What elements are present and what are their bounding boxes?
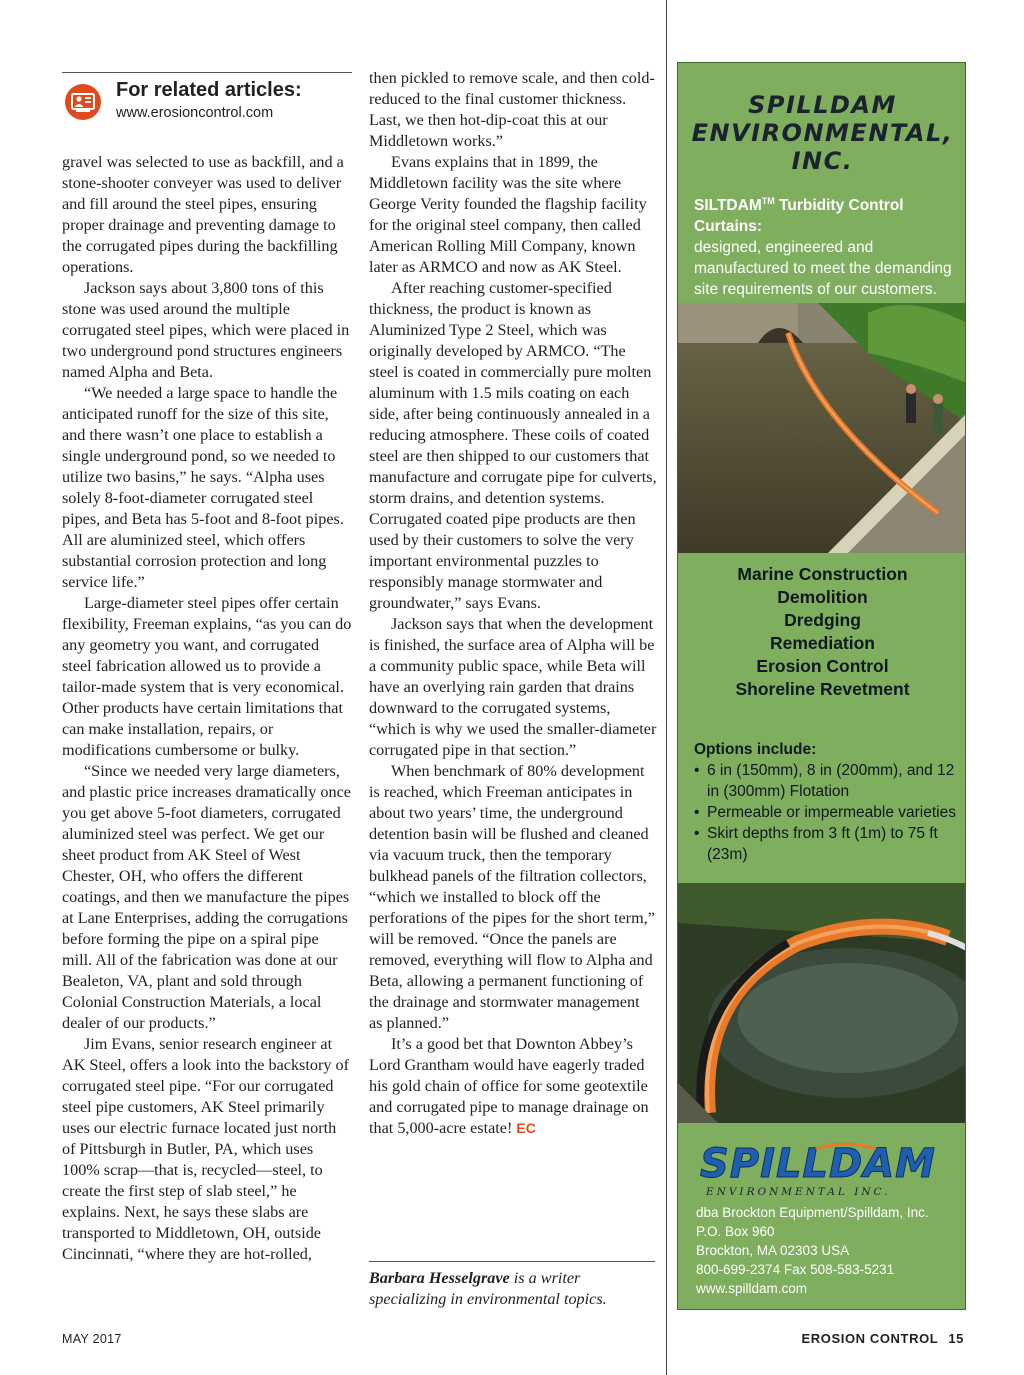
page-gutter-line [666, 0, 667, 1375]
footer-magazine-name: EROSION CONTROL [801, 1331, 939, 1346]
related-articles-box [62, 72, 352, 123]
ad-photo-turbidity-curtain [678, 883, 966, 1123]
ad-brand-line: ENVIRONMENTAL, [691, 119, 954, 147]
paragraph: “We needed a large space to handle the anticipated runoff for the size of this site, and there wasn’t one place to establish a single underground pond, so we needed to utilize two basins,” he says. “Alpha uses solely 8-foot-diameter corrugated steel pipes, and Beta has 5-foot and 8-foot pipes. All are aluminized steel, which offers substantial corrosion protection and long service life.” [62, 384, 344, 591]
ad-website-link[interactable]: www.spilldam.com [696, 1281, 808, 1296]
footer-page-number: 15 [948, 1331, 964, 1346]
spilldam-logo [696, 1141, 951, 1201]
ad-option-item: • Permeable or impermeable varieties [694, 802, 956, 823]
paragraph: Jackson says that when the development is finished, the surface area of Alpha will be a community public space, while Beta will have an overlying rain garden that drains downward to the corrugated systems, “which is why we used the smaller-diameter corrugated pipe in that section.” [369, 615, 657, 759]
paragraph: Large-diameter steel pipes offer certain flexibility, Freeman explains, “as you can do any geometry you want, and corrugated steel fabrication allowed us to provide a tailor-made system that is very economical. Other products have certain limitations that can make installation, repairs, or modifications cumbersome or bulky. [62, 594, 352, 759]
ad-address-line: P.O. Box 960 [696, 1224, 775, 1239]
trademark-mark: TM [761, 196, 775, 206]
ad-siltdam-title-rest: Turbidity Control Curtains: [694, 197, 904, 236]
ad-options-heading: Options include: [694, 741, 817, 758]
ad-address-line: Brockton, MA 02303 USA [696, 1243, 850, 1258]
ad-service-item: Remediation [769, 633, 876, 653]
paragraph: gravel was selected to use as backfill, and a stone-shooter conveyer was used to deliver and fill around the steel pipes, ensuring proper drainage and preventing damage to the corrugated pipes during the backfilling operations. [62, 153, 344, 276]
ad-service-item: Demolition [777, 587, 868, 607]
author-bio [369, 1268, 657, 1310]
ad-siltdam-description [694, 191, 956, 300]
author-bio-text: is a writer specializing in environmental topics. [369, 1269, 607, 1308]
ad-brand-line: INC. [791, 147, 854, 175]
related-articles-icon [64, 83, 106, 121]
paragraph: Jackson says about 3,800 tons of this stone was used around the multiple corrugated steel pipes, which were placed in two underground pond structures engineers named Alpha and Beta. [62, 279, 350, 381]
footer-publication [801, 1331, 964, 1346]
ad-option-item: • 6 in (150mm), 8 in (200mm), and 12 in (300mm) Flotation [694, 760, 956, 802]
spilldam-advertisement [677, 62, 966, 1310]
ad-brand-name [678, 91, 966, 175]
ad-address-line: dba Brockton Equipment/Spilldam, Inc. [696, 1205, 929, 1220]
paragraph: When benchmark of 80% development is reached, which Freeman anticipates in about two years’ time, the underground detention basin will be flushed and cleaned via vacuum truck, then the temporary bulkhead panels of the filtration collectors, “which we installed to block off the perforations of the pipes for the short term,” will be removed. “Once the panels are removed, everything will flow to Alpha and Beta, allowing a permanent functioning of the drainage and stormwater management as planned.” [369, 762, 655, 1032]
paragraph: “Since we needed very large diameters, and plastic price increases dramatically once you get above 5-foot diameters, corrugated aluminized steel was perfect. We get our sheet product from AK Steel of West Chester, OH, who offers the different coatings, and then we manufacture the pipes at Lane Enterprises, adding the corrugations before forming the pipe on a spiral pipe mill. All of the fabrication was done at our Bealeton, VA, plant and sold through Colonial Construction Materials, a local dealer of our products.” [62, 762, 351, 1032]
ad-siltdam-title [694, 197, 904, 235]
end-mark: EC [516, 1120, 536, 1136]
ad-brand-line: SPILLDAM [748, 91, 897, 119]
paragraph: then pickled to remove scale, and then cold-reduced to the final customer thickness. Last, we then hot-dip-coat this at our Middletown works.” [369, 69, 655, 150]
ad-options [694, 739, 956, 865]
ad-services-list [678, 563, 966, 701]
article-column-1 [62, 152, 352, 1265]
related-articles-title: For related articles: [116, 79, 302, 101]
ad-service-item: Shoreline Revetment [735, 679, 910, 699]
ad-service-item: Marine Construction [737, 564, 908, 584]
ad-option-item: • Skirt depths from 3 ft (1m) to 75 ft (23m) [694, 823, 956, 865]
ad-phone-line: 800-699-2374 Fax 508-583-5231 [696, 1262, 895, 1277]
ad-service-item: Dredging [784, 610, 861, 630]
bio-divider [369, 1261, 655, 1262]
closing-text: It’s a good bet that Downton Abbey’s Lord Grantham would have eagerly traded his gold chain of office for some geotextile and corrugated pipe to manage drainage on that 5,000-acre estate! [369, 1035, 649, 1137]
paragraph: Jim Evans, senior research engineer at AK Steel, offers a look into the backstory of corrugated steel pipe. “For our corrugated steel pipe customers, AK Steel primarily uses our electric furnace located just north of Pittsburgh in Butler, PA, which uses 100% scrap—that is, recycled—steel, to create the first step of slab steel,” he explains. Next, he says these slabs are transported to Middletown, OH, outside Cincinnati, “where they are hot-rolled, [62, 1035, 349, 1263]
ad-contact-block [696, 1203, 958, 1298]
article-column-2 [369, 68, 657, 1139]
footer-issue-date: MAY 2017 [62, 1332, 122, 1346]
logo-wordmark: SPILLDAM [700, 1141, 936, 1187]
ad-service-item: Erosion Control [756, 656, 889, 676]
related-articles-link[interactable]: www.erosioncontrol.com [116, 105, 274, 121]
closing-paragraph [369, 1034, 657, 1139]
ad-photo-canal-boom [678, 303, 966, 553]
paragraph: Evans explains that in 1899, the Middletown facility was the site where George Verity founded the flagship facility for the original steel company, then called American Rolling Mill Company, known later as ARMCO and now as AK Steel. [369, 153, 647, 276]
paragraph: After reaching customer-specified thickness, the product is known as Aluminized Type 2 Steel, which was originally developed by ARMCO. “The steel is coated in commercially pure molten aluminum with 1.5 mils coating on each side, after being continuously annealed in a reducing atmosphere. These coils of coated steel are then shipped to our customers that manufacture and corrugate pipe for culverts, storm drains, and detention systems. Corrugated coated pipe products are then used by their customers to solve the very important environmental puzzles to responsibly manage stormwater and groundwater,” says Evans. [369, 279, 657, 612]
ad-siltdam-name: SILTDAM [694, 197, 762, 215]
ad-siltdam-desc: designed, engineered and manufactured to meet the demanding site requirements of our customers. [694, 239, 952, 299]
logo-subtitle: ENVIRONMENTAL INC. [706, 1186, 891, 1198]
author-name: Barbara Hesselgrave [369, 1269, 510, 1287]
